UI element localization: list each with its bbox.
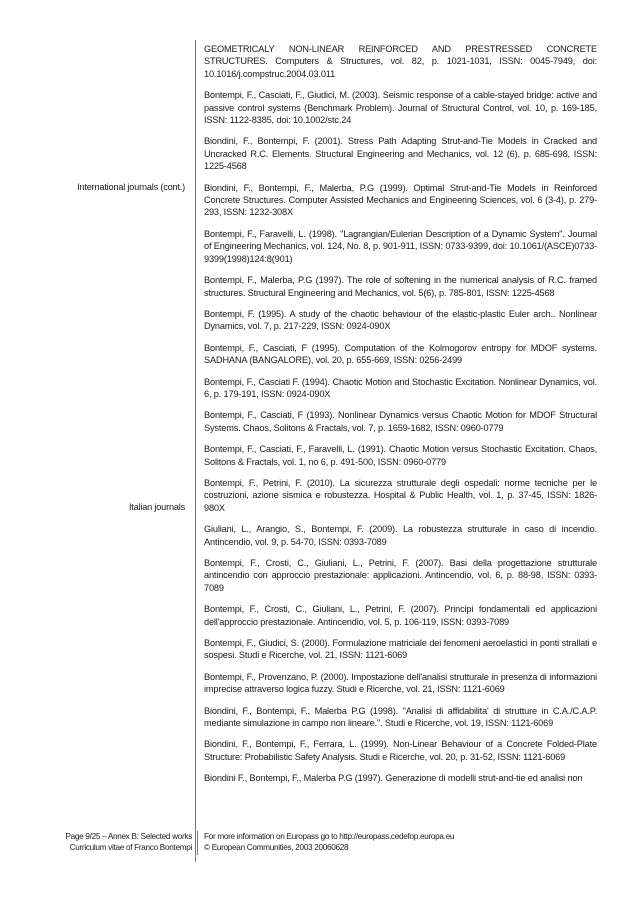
publication-entry: Bontempi, F., Petrini, F. (2010). La sicurezza strutturale degli ospedali: norme tecniche per le costruzioni, azione sismica e robustezza. Hospital & Public Health, vol. 1, p. 37-45, ISSN: 1826-980X [204, 477, 597, 513]
column-divider [195, 40, 196, 862]
publication-entry: Biondini, F., Bontempi, F., Malerba P.G (1998). "Analisi di affidabilita' di strutture in C.A./C.A.P. mediante simulazione in campo non lineare.". Studi e Ricerche, vol. 19, ISSN: 1121-6069 [204, 705, 597, 729]
footer-cv-line: Curriculum vitae of Franco Bontempi [69, 843, 192, 852]
publication-entry: Biondini, F., Bontempi, F., Malerba, P.G (1999). Optimal Strut-and-Tie Models in Reinforced Concrete Structures. Computer Assisted Mechanics and Engineering Sciences, vol. 6 (3-4), p. 279-293, ISSN: 1232-308X [204, 182, 597, 218]
publication-entry: Bontempi, F. (1995). A study of the chaotic behaviour of the elastic-plastic Euler arch.. Nonlinear Dynamics, vol. 7, p. 217-229, ISSN: 0924-090X [204, 308, 597, 332]
footer-divider [197, 831, 198, 855]
publication-entry: Bontempi, F., Casciati F. (1994). Chaotic Motion and Stochastic Excitation. Nonlinear Dynamics, vol. 6, p. 179-191, ISSN: 0924-090X [204, 376, 597, 399]
publication-list [204, 43, 597, 794]
publication-entry: Bontempi, F., Provenzano, P. (2000). Impostazione dell'analisi strutturale in presenza di informazioni imprecise attraverso logica fuzzy. Studi e Ricerche, vol. 21, ISSN: 1121-6069 [204, 671, 597, 695]
publication-entry: Giuliani, L., Arangio, S., Bontempi, F. (2009). La robustezza strutturale in caso di incendio. Antincendio, vol. 9, p. 54-70, ISSN: 0393-7089 [204, 524, 597, 547]
footer-page-line: Page 9/25 – Annex B: Selected works [65, 832, 192, 841]
publication-entry: Bontempi, F., Crosti, C., Giuliani, L., Petrini, F. (2007). Basi della progettazione strutturale antincendio con approccio prestazionale: applicazioni. Antincendio, vol. 6, p. 88-98, ISSN: 0393-7089 [204, 558, 597, 593]
publication-entry: Bontempi, F., Faravelli, L. (1998). "Lagrangian/Eulerian Description of a Dynamic System". Journal of Engineering Mechanics, vol. 124, No. 8, p. 901-911, ISSN: 0733-9399, doi: 10.1061/(ASCE)0733-9399(1998)124:8(901) [204, 228, 597, 264]
footer-copyright-line: © European Communities, 2003 20060628 [204, 843, 349, 852]
publication-entry: Bontempi, F., Malerba, P.G (1997). The role of softening in the numerical analysis of R.C. framed structures. Structural Engineering and Mechanics, vol. 5(6), p. 785-801, ISSN: 1225-4568 [204, 275, 597, 298]
publication-entry: Bontempi, F., Casciati, F., Giudici, M. (2003). Seismic response of a cable-stayed bridge: active and passive control systems (Benchmark Problem). Journal of Structural Control, vol. 10, p. 169-185, ISSN: 1122-8385, doi: 10.1002/stc.24 [204, 90, 597, 126]
publication-entry: Bontempi, F., Giudici, S. (2000). Formulazione matriciale dei fenomeni aeroelastici in ponti strallati e sospesi. Studi e Ricerche, vol. 21, ISSN: 1121-6069 [204, 638, 597, 661]
section-label-international: International journals (cont.) [77, 182, 185, 192]
publication-entry: Bontempi, F., Casciati, F (1995). Computation of the Kolmogorov entropy for MDOF systems. SADHANA (BANGALORE), vol. 20, p. 655-669, ISSN: 0256-2499 [204, 342, 597, 366]
publication-entry: Bontempi, F., Crosti, C., Giuliani, L., Petrini, F. (2007). Principi fondamentali ed applicazioni dell'approccio prestazionale. Antincendio, vol. 5, p. 106-119, ISSN: 0393-7089 [204, 604, 597, 627]
publication-entry: Bontempi, F., Casciati, F., Faravelli, L. (1991). Chaotic Motion versus Stochastic Excitation. Chaos, Solitons & Fractals, vol. 1, no 6, p. 491-500, ISSN: 0960-0779 [204, 444, 597, 467]
publication-entry: Bontempi, F., Casciati, F (1993). Nonlinear Dynamics versus Chaotic Motion for MDOF Structural Systems. Chaos, Solitons & Fractals, vol. 7, p. 1659-1682, ISSN: 0960-0779 [204, 410, 597, 433]
footer-info-line: For more information on Europass go to http://europass.cedefop.europa.eu [204, 832, 455, 841]
publication-entry: GEOMETRICALY NON-LINEAR REINFORCED AND PRESTRESSED CONCRETE STRUCTURES. Computers & Structures, vol. 82, p. 1021-1031, ISSN: 0045-7949, doi: 10.1016/j.compstruc.2004.03.011 [204, 44, 597, 79]
footer-europass-info [204, 831, 454, 853]
publication-entry: Biondini, F., Bontempi, F. (2001). Stress Path Adapting Strut-and-Tie Models in Cracked and Uncracked R.C. Elements. Structural Engineering and Mechanics, vol. 12 (6), p. 685-698, ISSN: 1225-4568 [204, 136, 597, 172]
section-label-italian: Italian journals [128, 502, 185, 512]
publication-entry: Biondini F., Bontempi, F., Malerba P.G (1997). Generazione di modelli strut-and-tie ed analisi non [204, 773, 583, 784]
footer-page-info [12, 831, 192, 853]
publication-entry: Biondini, F., Bontempi, F., Ferrara, L. (1999). Non-Linear Behaviour of a Concrete Folded-Plate Structure: Probabilistic Safety Analysis. Studi e Ricerche, vol. 20, p. 31-52, ISSN: 1121-6069 [204, 739, 597, 762]
